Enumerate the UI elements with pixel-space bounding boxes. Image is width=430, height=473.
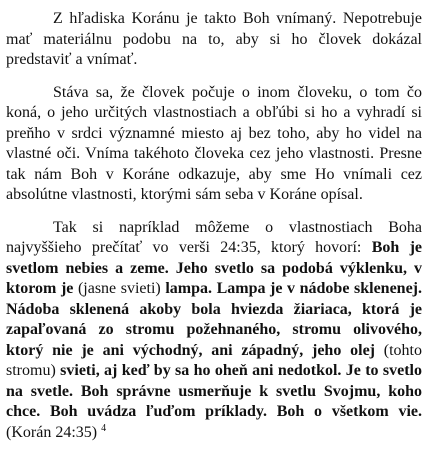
- quran-quote-part-3: svieti, aj keď by sa ho oheň ani nedotkol. Je to svetlo na svetle. Boh správne usmerňuje k svetlu Svojmu, koho chce. Boh uvádza ľuďom príklady. Boh o všetkom vie.: [6, 362, 422, 420]
- quran-quote-part-1: Boh je svetlom nebies a zeme. Jeho svetlo sa podobá výklenku, v ktorom je: [6, 239, 423, 297]
- paragraph-3: [6, 218, 422, 444]
- document-page: [6, 9, 422, 443]
- paragraph-3-intro: Tak si napríklad môžeme o vlastnostiach Boha najvyššieho prečítať vo verši 24:35, ktorý hovorí:: [6, 218, 422, 256]
- quote-note-1: (jasne svieti): [73, 280, 166, 297]
- footnote-marker[interactable]: 4: [101, 422, 107, 434]
- paragraph-2: Stáva sa, že človek počuje o inom človeku, o tom čo koná, o jeho určitých vlastnostiach a obľúbi si ho a vyhradí si preňho v srdci významné miesto aj bez toho, aby ho videl na vlastné oči. Vníma takéhoto človeka cez jeho vlastnosti. Presne tak nám Boh v Koráne odkazuje, aby sme Ho vnímali cez absolútne vlastnosti, ktorými sám seba v Koráne opísal.: [6, 83, 422, 203]
- quran-quote-part-2: lampa. Lampa je v nádobe sklenenej. Nádoba sklenená akoby bola hviezda žiariaca, ktorá je zapaľovaná zo stromu požehnaného, stromu olivového, ktorý nie je ani východný, ani západný, jeho olej: [6, 280, 422, 359]
- quote-note-2: (tohto stromu): [6, 341, 423, 379]
- citation: (Korán 24:35): [6, 423, 102, 441]
- paragraph-1: Z hľadiska Koránu je takto Boh vnímaný. Nepotrebuje mať materiálnu podobu na to, aby si ho človek dokázal predstaviť a vnímať.: [6, 10, 422, 68]
